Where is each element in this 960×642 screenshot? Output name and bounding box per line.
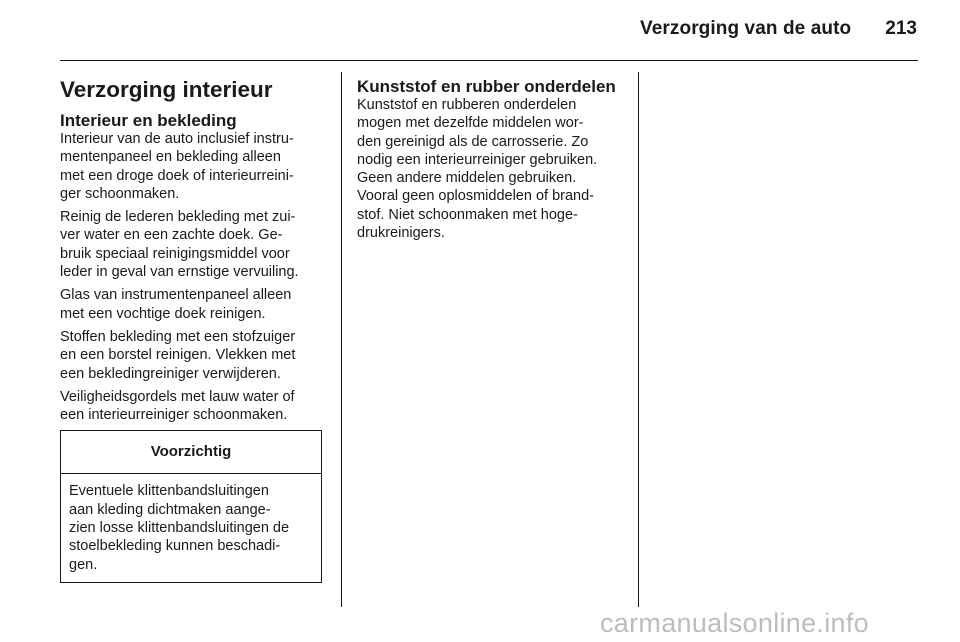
paragraph: Interieur van de auto inclusief instru- mentenpaneel en bekleding alleen met een droge doek of interieurreini- ger schoonmaken. bbox=[60, 131, 294, 202]
column-divider bbox=[341, 72, 342, 607]
header-title: Verzorging van de auto bbox=[640, 18, 852, 39]
paragraph: Glas van instrumentenpaneel alleen met een vochtige doek reinigen. bbox=[60, 287, 292, 322]
subsection-title: Kunststof en rubber onderdelen bbox=[357, 77, 616, 96]
paragraph: Veiligheidsgordels met lauw water of een interieurreiniger schoonmaken. bbox=[60, 388, 295, 424]
caution-heading: Voorzichtig bbox=[61, 431, 321, 474]
page-number: 213 bbox=[885, 18, 917, 39]
caution-box bbox=[60, 430, 322, 582]
paragraph: Reinig de lederen bekleding met zui- ver water en een zachte doek. Ge- bruik speciaal reinigingsmiddel voor leder in geval van ernstige vervuiling. bbox=[60, 209, 299, 281]
column-divider bbox=[638, 72, 639, 607]
paragraph: Stoffen bekleding met een stofzuiger en een borstel reinigen. Vlekken met een bekledingreiniger verwijderen. bbox=[60, 328, 296, 382]
paragraph: Kunststof en rubberen onderdelen mogen met dezelfde middelen wor- den gereinigd als de carrosserie. Zo nodig een interieurreiniger gebruiken. Geen andere middelen gebruiken. Vooral geen oplosmiddelen of brand- stof. Niet schoonmaken met hoge- drukreinigers. bbox=[357, 97, 598, 242]
middle-column bbox=[357, 77, 629, 247]
section-title: Verzorging interieur bbox=[60, 77, 273, 102]
subsection-title: Interieur en bekleding bbox=[60, 111, 237, 130]
caution-text: Eventuele klittenbandsluitingen aan kleding dichtmaken aange- zien losse klittenbandsluitingen de stoelbekleding kunnen beschadi- gen. bbox=[69, 483, 290, 573]
watermark: carmanualsonline.info bbox=[600, 608, 869, 638]
left-column bbox=[60, 75, 330, 583]
header-rule bbox=[60, 60, 918, 61]
